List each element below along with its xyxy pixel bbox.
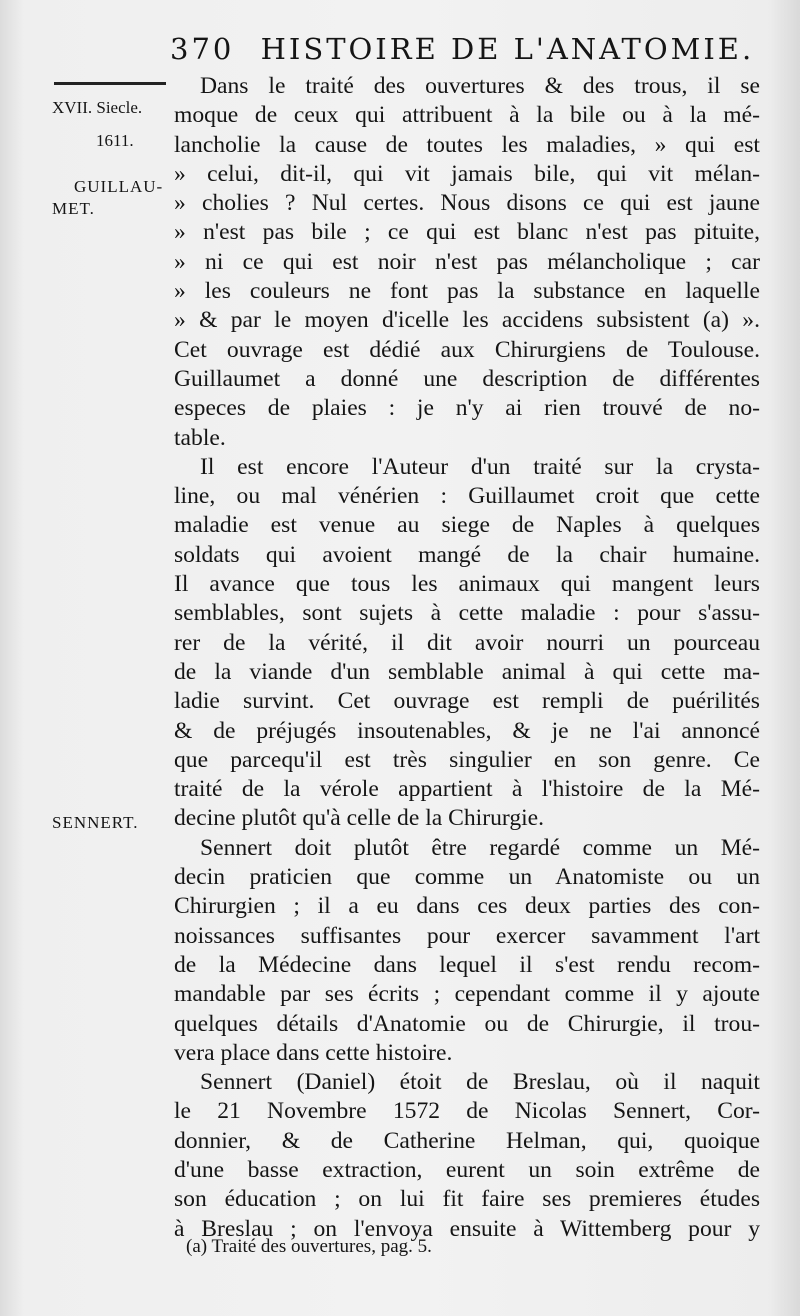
- text-line: d'une basse extraction, eurent un soin extrême de: [174, 1156, 760, 1183]
- text-line: quelques détails d'Anatomie ou de Chirurgie, il trou-: [174, 1010, 760, 1037]
- margin-note-author1-part1: GUILLAU-: [74, 177, 164, 196]
- text-line: vera place dans cette histoire.: [174, 1039, 453, 1066]
- text-line: Guillaumet a donné une description de différentes: [174, 365, 760, 392]
- text-line: ladie survint. Cet ouvrage est rempli de puérilités: [174, 688, 760, 715]
- text-line: Dans le traité des ouvertures & des trous, il se: [200, 73, 760, 99]
- margin-note-author2: SENNERT.: [52, 813, 139, 832]
- margin-note-year: 1611.: [96, 131, 134, 150]
- text-line: » les couleurs ne font pas la substance en laquelle: [174, 278, 760, 305]
- text-line: à Breslau ; on l'envoya ensuite à Wittemberg pour y: [174, 1215, 760, 1242]
- text-line: especes de plaies : je n'y ai rien trouvé de no-: [174, 395, 760, 422]
- text-line: decine plutôt qu'à celle de la Chirurgie.: [174, 805, 545, 832]
- text-line: & de préjugés insoutenables, & je ne l'ai annoncé: [174, 717, 760, 744]
- text-line: soldats qui avoient mangé de la chair humaine.: [174, 541, 760, 568]
- page-number: 370: [170, 32, 235, 66]
- margin-rule: [54, 82, 166, 85]
- text-line: Sennert doit plutôt être regardé comme un Mé-: [200, 834, 760, 861]
- text-line: de la Médecine dans lequel il s'est rendu recom-: [174, 951, 760, 978]
- text-line: line, ou mal vénérien : Guillaumet croit que cette: [174, 483, 760, 510]
- margin-note-author1-part2: MET.: [52, 199, 95, 218]
- text-line: son éducation ; on lui fit faire ses premieres études: [174, 1186, 760, 1213]
- running-header: [170, 32, 770, 66]
- text-line: traité de la vérole appartient à l'histoire de la Mé-: [174, 776, 760, 803]
- text-line: noissances suffisantes pour exercer savamment l'art: [174, 922, 760, 949]
- body-text: [174, 72, 760, 1244]
- text-line: Sennert (Daniel) étoit de Breslau, où il naquit: [200, 1069, 760, 1096]
- running-title: HISTOIRE DE L'ANATOMIE.: [260, 32, 755, 66]
- text-line: moque de ceux qui attribuent à la bile ou à la mé-: [174, 102, 760, 129]
- text-line: rer de la vérité, il dit avoir nourri un pourceau: [174, 629, 760, 656]
- text-line: table.: [174, 424, 226, 451]
- text-line: que parcequ'il est très singulier en son genre. Ce: [174, 746, 760, 773]
- text-line: Il est encore l'Auteur d'un traité sur la crysta-: [200, 453, 760, 480]
- text-line: maladie est venue au siege de Naples à quelques: [174, 512, 760, 539]
- text-line: » n'est pas bile ; ce qui est blanc n'est pas pituite,: [174, 219, 760, 246]
- margin-note-century: XVII. Siecle.: [52, 98, 143, 117]
- text-line: Cet ouvrage est dédié aux Chirurgiens de Toulouse.: [174, 336, 760, 363]
- text-line: lancholie la cause de toutes les maladies, » qui est: [174, 131, 760, 158]
- text-line: » & par le moyen d'icelle les accidens subsistent (a) ».: [174, 307, 760, 334]
- text-line: le 21 Novembre 1572 de Nicolas Sennert, Cor-: [174, 1098, 760, 1125]
- text-line: Il avance que tous les animaux qui mangent leurs: [174, 571, 760, 598]
- text-line: de la viande d'un semblable animal à qui cette ma-: [174, 658, 760, 685]
- text-line: donnier, & de Catherine Helman, qui, quoique: [174, 1127, 760, 1154]
- text-line: » cholies ? Nul certes. Nous disons ce qui est jaune: [174, 190, 760, 217]
- text-line: semblables, sont sujets à cette maladie : pour s'assu-: [174, 600, 760, 627]
- text-line: Chirurgien ; il a eu dans ces deux parties des con-: [174, 893, 760, 920]
- text-line: mandable par ses écrits ; cependant comme il y ajoute: [174, 981, 760, 1008]
- text-line: decin praticien que comme un Anatomiste ou un: [174, 864, 760, 891]
- text-line: » celui, dit-il, qui vit jamais bile, qui vit mélan-: [174, 160, 760, 187]
- text-line: » ni ce qui est noir n'est pas mélancholique ; car: [174, 248, 760, 275]
- footnote: (a) Traité des ouvertures, pag. 5.: [186, 1236, 432, 1257]
